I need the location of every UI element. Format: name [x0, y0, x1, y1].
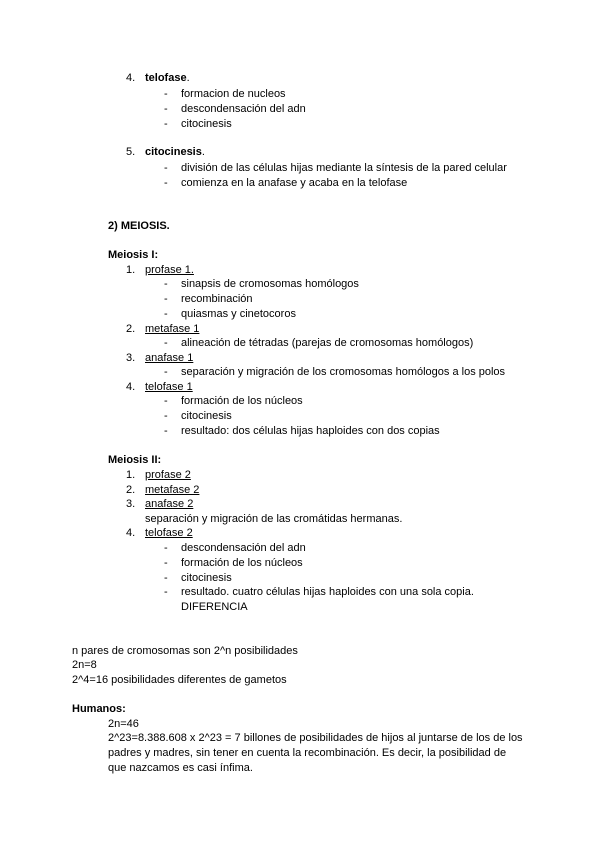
dash: - — [164, 278, 168, 290]
humanos-paragraph-line: padres y madres, sin tener en cuenta la recombinación. Es decir, la posibilidad de — [108, 747, 507, 759]
formula-line: 2^4=16 posibilidades diferentes de gametos — [72, 674, 287, 686]
dash: - — [164, 103, 168, 115]
humanos-heading: Humanos: — [72, 703, 126, 715]
item-number: 4. — [126, 381, 136, 393]
list-item: sinapsis de cromosomas homólogos — [181, 278, 359, 290]
humanos-2n: 2n=46 — [108, 718, 139, 730]
telofase-heading — [145, 71, 190, 85]
citocinesis-heading — [145, 145, 205, 159]
item-number: 3. — [126, 498, 136, 510]
list-item: formación de los núcleos — [181, 395, 303, 407]
dash: - — [164, 162, 168, 174]
dash: - — [164, 88, 168, 100]
list-item: quiasmas y cinetocoros — [181, 308, 296, 320]
item-number: 3. — [126, 352, 136, 364]
citocinesis-number: 5. — [126, 146, 136, 158]
list-item: formación de los núcleos — [181, 557, 303, 569]
diferencia-text: DIFERENCIA — [181, 601, 248, 613]
dash: - — [164, 366, 168, 378]
list-item: resultado. cuatro células hijas haploides con una sola copia. — [181, 586, 474, 598]
item-number: 2. — [126, 323, 136, 335]
dash: - — [164, 308, 168, 320]
meiosis1-metafase-label: metafase 1 — [145, 323, 200, 335]
meiosis1-heading: Meiosis I: — [108, 249, 159, 261]
dash: - — [164, 337, 168, 349]
dash: - — [164, 572, 168, 584]
list-item: comienza en la anafase y acaba en la telofase — [181, 177, 408, 189]
meiosis1-telofase-label: telofase 1 — [145, 381, 193, 393]
dash: - — [164, 395, 168, 407]
dash: - — [164, 293, 168, 305]
meiosis1-profase-label: profase 1. — [145, 264, 194, 276]
list-item: descondensación del adn — [181, 542, 306, 554]
meiosis-heading: 2) MEIOSIS. — [108, 220, 170, 232]
list-item: citocinesis — [181, 410, 232, 422]
formula-line: 2n=8 — [72, 659, 97, 671]
list-item: alineación de tétradas (parejas de cromosomas homólogos) — [181, 337, 474, 349]
list-item: citocinesis — [181, 572, 232, 584]
humanos-paragraph-line: que nazcamos es casi ínfima. — [108, 762, 253, 774]
dash: - — [164, 425, 168, 437]
list-item: división de las células hijas mediante la síntesis de la pared celular — [181, 162, 507, 174]
list-item: separación y migración de los cromosomas homólogos a los polos — [181, 366, 506, 378]
meiosis2-heading: Meiosis II: — [108, 454, 162, 466]
meiosis1-anafase-label: anafase 1 — [145, 352, 194, 364]
formula-line: n pares de cromosomas son 2^n posibilidades — [72, 645, 298, 657]
telofase-suffix: . — [186, 72, 190, 84]
dash: - — [164, 177, 168, 189]
item-number: 1. — [126, 469, 136, 481]
meiosis2-metafase-label: metafase 2 — [145, 484, 200, 496]
list-item: formacion de nucleos — [181, 88, 286, 100]
dash: - — [164, 557, 168, 569]
item-number: 1. — [126, 264, 136, 276]
dash: - — [164, 542, 168, 554]
anafase-note: separación y migración de las cromátidas hermanas. — [145, 513, 403, 525]
dash: - — [164, 410, 168, 422]
item-number: 2. — [126, 484, 136, 496]
dash: - — [164, 586, 168, 598]
list-item: resultado: dos células hijas haploides con dos copias — [181, 425, 440, 437]
citocinesis-suffix: . — [201, 146, 205, 158]
list-item: descondensación del adn — [181, 103, 306, 115]
telofase-title: telofase — [145, 72, 187, 84]
telofase-number: 4. — [126, 72, 136, 84]
item-number: 4. — [126, 527, 136, 539]
list-item: citocinesis — [181, 118, 232, 130]
meiosis2-profase-label: profase 2 — [145, 469, 191, 481]
list-item: recombinación — [181, 293, 253, 305]
citocinesis-title: citocinesis — [145, 146, 202, 158]
dash: - — [164, 118, 168, 130]
meiosis2-telofase-label: telofase 2 — [145, 527, 193, 539]
meiosis2-anafase-label: anafase 2 — [145, 498, 194, 510]
humanos-paragraph-line: 2^23=8.388.608 x 2^23 = 7 billones de posibilidades de hijos al juntarse de los de los — [108, 732, 523, 744]
